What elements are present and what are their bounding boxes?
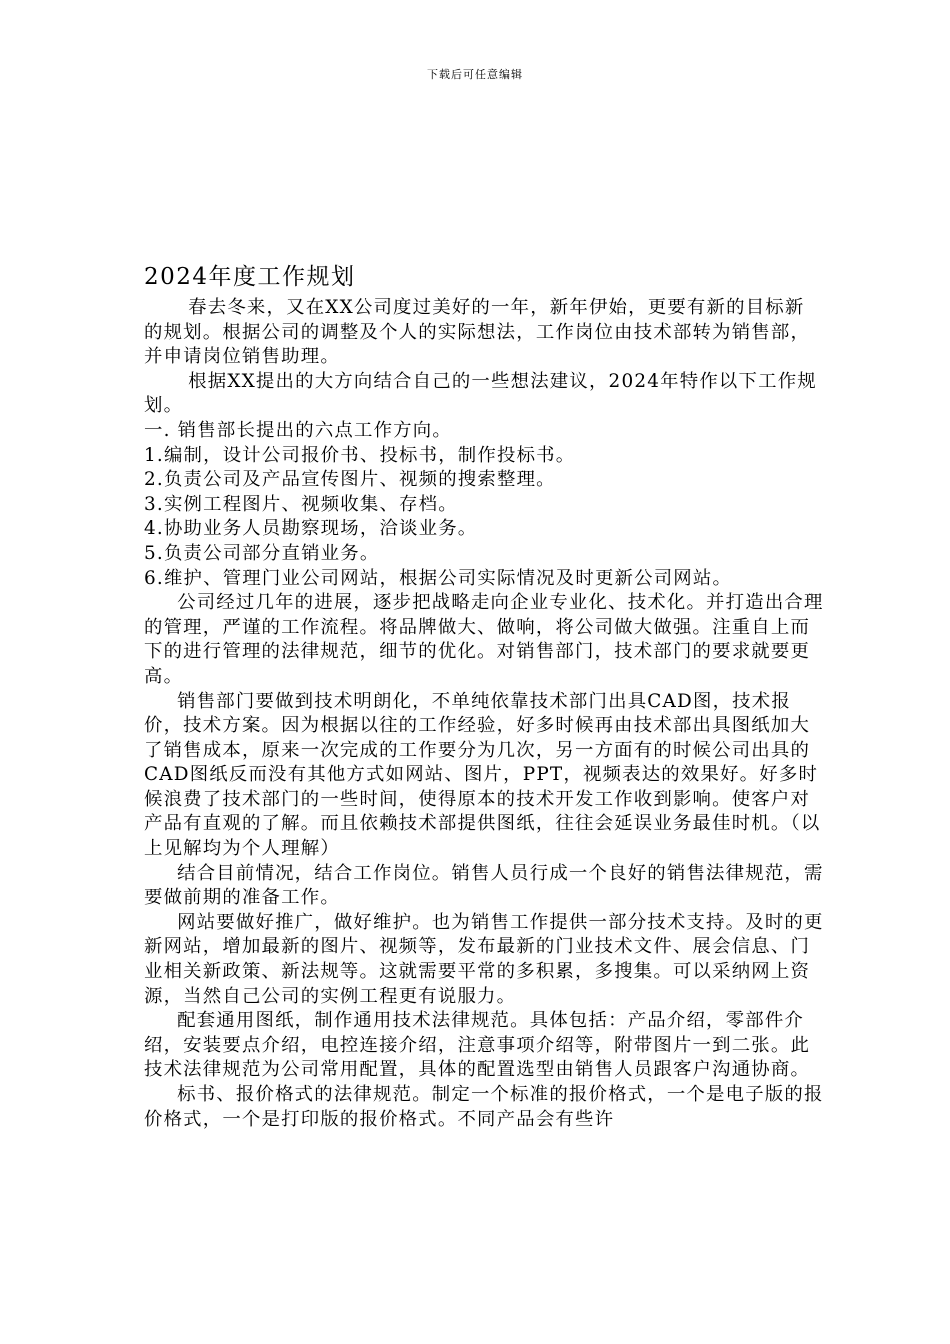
body-paragraph: 结合目前情况，结合工作岗位。销售人员行成一个良好的销售法律规范，需要做前期的准备工作。 bbox=[144, 862, 824, 909]
page-header-note: 下载后可任意编辑 bbox=[427, 68, 523, 81]
intro-paragraph-2: 根据XX提出的大方向结合自己的一些想法建议，2024年特作以下工作规划。 bbox=[144, 370, 817, 417]
document-body bbox=[144, 296, 824, 1132]
body-paragraph: 配套通用图纸，制作通用技术法律规范。具体包括：产品介绍，零部件介绍，安装要点介绍，电控连接介绍，注意事项介绍等，附带图片一到二张。此技术法律规范为公司常用配置，具体的配置选型由销售人员跟客户沟通协商。 bbox=[144, 1010, 811, 1081]
list-item: 1.编制，设计公司报价书、投标书，制作投标书。 bbox=[144, 444, 576, 466]
body-paragraph: 销售部门要做到技术明朗化，不单纯依靠技术部门出具CAD图，技术报价，技术方案。因为根据以往的工作经验，好多时候再由技术部出具图纸加大了销售成本，原来一次完成的工作要分为几次，另一方面有的时候公司出具的CAD图纸反而没有其他方式如网站、图片，PPT，视频表达的效果好。好多时候浪费了技术部门的一些时间，使得原本的技术开发工作收到影响。使客户对产品有直观的了解。而且依赖技术部提供图纸，往往会延误业务最佳时机。（以上见解均为个人理解） bbox=[144, 690, 821, 860]
body-paragraph: 网站要做好推广，做好维护。也为销售工作提供一部分技术支持。及时的更新网站，增加最新的图片、视频等，发布最新的门业技术文件、展会信息、门业相关新政策、新法规等。这就需要平常的多积累，多搜集。可以采纳网上资源，当然自己公司的实例工程更有说服力。 bbox=[144, 911, 824, 1007]
document-title: 2024年度工作规划 bbox=[144, 264, 356, 290]
intro-paragraph-1: 春去冬来，又在XX公司度过美好的一年，新年伊始，更要有新的目标新的规划。根据公司的调整及个人的实际想法，工作岗位由技术部转为销售部，并申请岗位销售助理。 bbox=[144, 297, 811, 368]
section-heading: 一. 销售部长提出的六点工作方向。 bbox=[144, 419, 452, 441]
list-item: 2.负责公司及产品宣传图片、视频的搜索整理。 bbox=[144, 469, 556, 491]
list-item: 6.维护、管理门业公司网站，根据公司实际情况及时更新公司网站。 bbox=[144, 567, 733, 589]
list-item: 4.协助业务人员勘察现场，洽谈业务。 bbox=[144, 518, 478, 540]
body-paragraph: 公司经过几年的进展，逐步把战略走向企业专业化、技术化。并打造出合理的管理，严谨的工作流程。将品牌做大、做响，将公司做大做强。注重自上而下的进行管理的法律规范，细节的优化。对销售部门，技术部门的要求就要更高。 bbox=[144, 592, 824, 687]
body-paragraph: 标书、报价格式的法律规范。制定一个标准的报价格式，一个是电子版的报价格式，一个是打印版的报价格式。不同产品会有些许 bbox=[144, 1084, 824, 1130]
list-item: 3.实例工程图片、视频收集、存档。 bbox=[144, 493, 458, 515]
list-item: 5.负责公司部分直销业务。 bbox=[144, 542, 380, 564]
